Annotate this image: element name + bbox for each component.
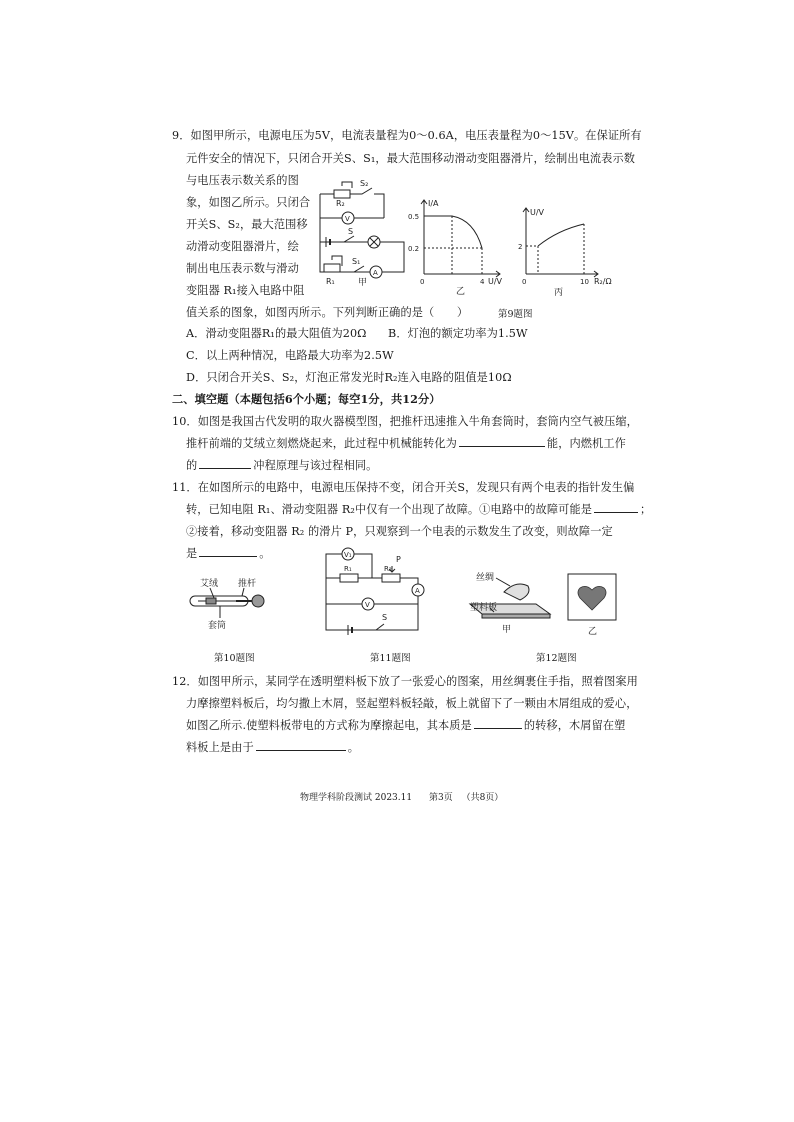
q11-line-1: 11．在如图所示的电路中，电源电压保持不变，闭合开关S，发现只有两个电表的指针发生偏	[172, 481, 635, 494]
q12-blank-1[interactable]	[474, 717, 522, 729]
q11-blank-2[interactable]	[199, 545, 257, 557]
q11-line-2	[186, 501, 651, 517]
yi-figure-label: 乙	[456, 287, 466, 297]
jia-voltmeter-label: V	[345, 215, 350, 223]
q10-line-2-text-b: 能，内燃机工作	[546, 437, 626, 450]
q9-left-line-2: 象，如图乙所示。只闭合	[186, 196, 311, 209]
q11-line-4	[186, 545, 271, 561]
jia-s1-label: S₁	[352, 257, 361, 266]
yi-xlabel: U/V	[488, 277, 503, 286]
bing-figure-label: 丙	[554, 288, 564, 298]
q11-line-4-text-a: 是	[186, 547, 198, 560]
bing-y-tick-2: 2	[518, 243, 523, 251]
q12-blank-2[interactable]	[256, 739, 346, 751]
q10-line-3-text-a: 的	[186, 459, 198, 472]
jia-s2-label: S₂	[360, 179, 369, 188]
fig12-label-sichou: 丝绸	[476, 573, 495, 583]
fig11-r1-label: R₁	[344, 565, 352, 573]
q10-line-3-text-b: 冲程原理与该过程相同。	[253, 459, 378, 472]
footer-page-number: 第3页	[428, 793, 453, 803]
q12-line-4-text-b: 。	[347, 741, 360, 754]
fig10-fire-piston	[186, 580, 276, 640]
footer-exam-name: 物理学科阶段测试 2023.11	[300, 793, 413, 803]
fig10-label-taotong: 套筒	[208, 621, 227, 631]
q10-line-2	[186, 435, 626, 451]
fig12-caption: 第12题图	[536, 653, 577, 664]
bing-x-tick-10: 10	[580, 278, 589, 286]
q9-option-a: A．滑动变阻器R₁的最大阻值为20Ω	[186, 327, 367, 340]
yi-x-tick-4: 4	[480, 278, 485, 286]
q11-line-4-text-b: 。	[259, 547, 271, 560]
q11-line-2-text-b: ；	[640, 503, 652, 516]
fig11-p-label: P	[396, 555, 401, 564]
q10-line-1: 10．如图是我国古代发明的取火器模型图，把推杆迅速推入牛角套筒时，套筒内空气被压缩，	[172, 415, 638, 428]
q9-stem-last-line: 值关系的图象，如图丙所示。下列判断正确的是（ ）	[186, 306, 469, 319]
fig11-v1-label: V₁	[344, 551, 352, 559]
q9-left-line-1: 与电压表示数关系的图	[186, 174, 299, 187]
yi-y-tick-05: 0.5	[408, 213, 420, 221]
footer	[300, 790, 503, 803]
bing-xlabel: R₂/Ω	[594, 277, 612, 286]
q12-line-3-text-a: 如图乙所示.使塑料板带电的方式称为摩擦起电，其本质是	[186, 719, 472, 732]
section-2-heading: 二、填空题（本题包括6个小题；每空1分，共12分）	[172, 392, 441, 406]
q9-left-line-4: 动滑动变阻器滑片，绘	[186, 240, 299, 253]
q12-line-4-text-a: 料板上是由于	[186, 741, 254, 754]
fig11-r2-label: R₂	[384, 565, 392, 573]
q9-left-line-5: 制出电压表示数与滑动	[186, 262, 299, 275]
fig10-label-airong: 艾绒	[200, 579, 219, 589]
q9-left-line-6: 变阻器 R₁接入电路中阻	[186, 284, 305, 297]
fig12-yi-label: 乙	[588, 627, 598, 637]
fig10-caption: 第10题图	[214, 653, 255, 664]
q9-option-d: D．只闭合开关S、S₂，灯泡正常发光时R₂连入电路的阻值是10Ω	[186, 371, 512, 384]
jia-s-label: S	[348, 227, 354, 236]
yi-y-tick-02: 0.2	[408, 245, 420, 253]
fig12-yi-heart-figure	[566, 570, 626, 642]
fig12-jia-label: 甲	[502, 625, 512, 635]
fig11-v-label: V	[365, 601, 370, 609]
jia-r1-label: R₁	[326, 277, 335, 286]
q9-left-line-3: 开关S、S₂，最大范围移	[186, 218, 308, 231]
q12-line-1: 12．如图甲所示，某同学在透明塑料板下放了一张爱心的图案，用丝绸裹住手指，照着图案用	[172, 675, 638, 688]
bing-ylabel: U/V	[530, 208, 545, 217]
jia-figure-label: 甲	[358, 278, 368, 288]
q11-line-3: ②接着，移动变阻器 R₂ 的滑片 P，只观察到一个电表的示数发生了改变，则故障一定	[186, 525, 613, 538]
fig11-s-label: S	[382, 613, 388, 622]
q12-line-4	[186, 739, 359, 755]
fig12-jia-rubbing-figure	[460, 568, 560, 640]
q9-line-1: 9．如图甲所示，电源电压为5V，电流表量程为0～0.6A，电压表量程为0～15V。在保证所有	[172, 129, 642, 142]
jia-r2-label: R₂	[336, 199, 345, 208]
fig10-label-tuigan: 推杆	[238, 579, 257, 589]
yi-ylabel: I/A	[428, 199, 439, 208]
q10-line-2-text-a: 推杆前端的艾绒立刻燃烧起来，此过程中机械能转化为	[186, 437, 457, 450]
q12-line-3	[186, 717, 625, 733]
q10-line-3	[186, 457, 377, 473]
q10-blank-2[interactable]	[199, 457, 251, 469]
fig11-caption: 第11题图	[370, 653, 411, 664]
q11-line-2-text-a: 转，已知电阻 R₁、滑动变阻器 R₂中仅有一个出现了故障。①电路中的故障可能是	[186, 503, 593, 516]
jia-ammeter-label: A	[373, 269, 378, 277]
q9-line-2: 元件安全的情况下，只闭合开关S、S₁，最大范围移动滑动变阻器滑片，绘制出电流表示数	[186, 152, 636, 165]
q9-figure-caption: 第9题图	[498, 309, 533, 320]
q11-blank-1[interactable]	[594, 501, 638, 513]
q10-blank-1[interactable]	[459, 435, 545, 447]
q12-line-2: 力摩擦塑料板后，均匀撒上木屑，竖起塑料板轻敲，板上就留下了一颗由木屑组成的爱心，	[186, 697, 638, 710]
q9-option-c: C．以上两种情况，电路最大功率为2.5W	[186, 349, 394, 362]
fig11-circuit-diagram	[322, 548, 424, 634]
footer-total-pages: （共8页）	[461, 793, 504, 803]
q12-line-3-text-b: 的转移，木屑留在塑	[523, 719, 626, 732]
q9-circuit-diagram-jia	[312, 174, 408, 286]
q9-graph-bing	[518, 206, 628, 296]
bing-origin: 0	[522, 278, 527, 286]
q9-option-b: B．灯泡的额定功率为1.5W	[388, 327, 528, 340]
yi-origin: 0	[420, 278, 425, 286]
fig11-a-label: A	[415, 587, 420, 595]
q9-graph-yi	[408, 196, 506, 297]
fig12-label-suliaoban: 塑料板	[470, 603, 498, 613]
